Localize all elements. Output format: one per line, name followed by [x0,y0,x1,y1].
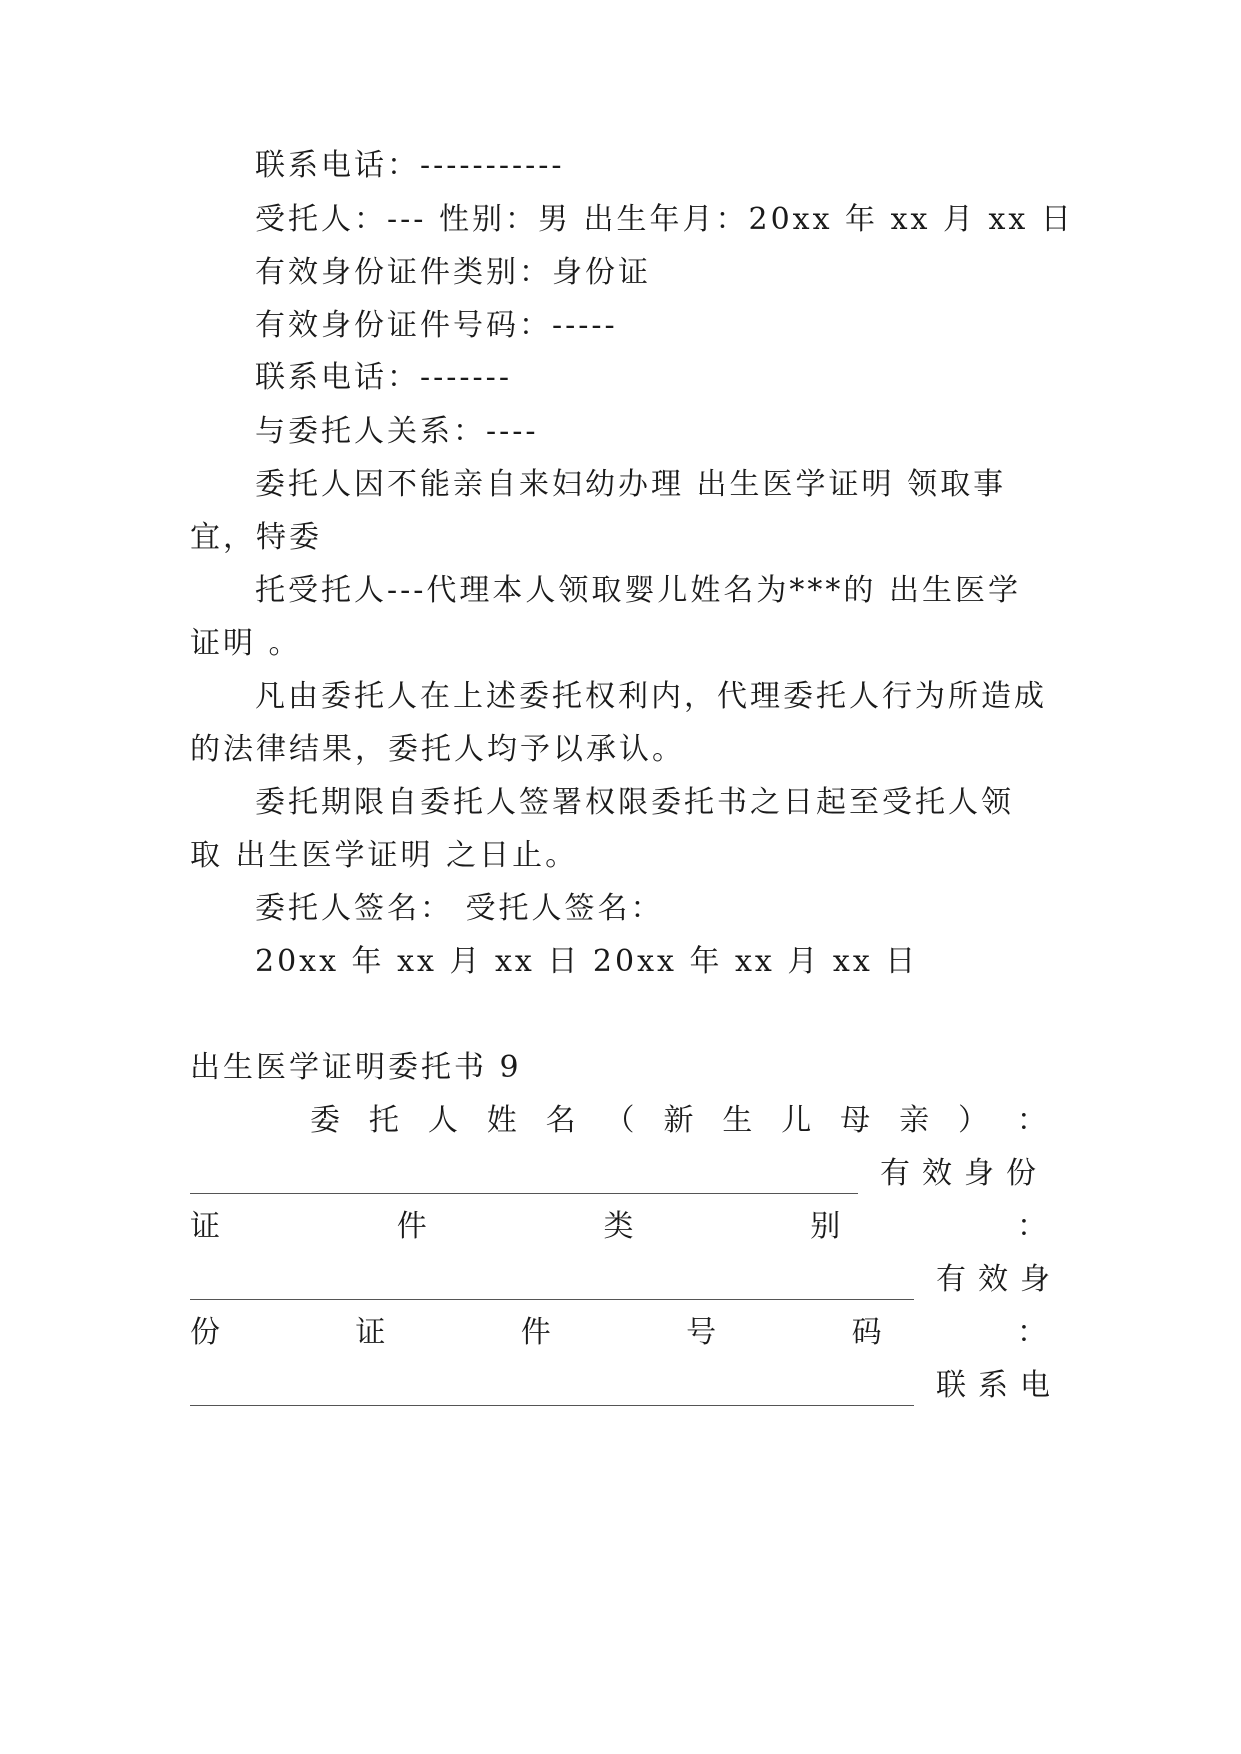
form-char: 份 [190,1315,223,1350]
trustee-id-type: 有效身份证件类别：身份证 [255,255,651,290]
paragraph-line: 托受托人---代理本人领取婴儿姓名为***的 出生医学 [255,573,1021,608]
paragraph-line: 凡由委托人在上述委托权利内，代理委托人行为所造成 [255,679,1047,714]
form-char: 姓 [486,1103,520,1138]
form-char: 亲 [899,1103,933,1138]
form-char: 件 [520,1315,554,1350]
form-char: 件 [396,1209,430,1244]
form-char: 证 [190,1209,223,1244]
paragraph-line: 宜，特委 [190,520,322,555]
form-char: 生 [722,1103,756,1138]
section-title: 出生医学证明委托书 9 [190,1050,522,1085]
form-char: 母 [840,1103,874,1138]
client-phone: 联系电话：----------- [255,148,565,183]
form-fill-line [190,1366,1062,1406]
form-char: 证 [355,1315,389,1350]
form-fill-line [190,1154,1050,1194]
trustee-info: 受托人：--- 性别：男 出生年月：20xx 年 xx 月 xx 日 [255,202,1074,237]
signature-dates: 20xx 年 xx 月 xx 日 20xx 年 xx 月 xx 日 [255,944,919,979]
form-char: 委 [310,1103,343,1138]
form-char: ： [1016,1315,1050,1350]
paragraph-line: 证明 。 [190,626,302,661]
form-char: 码 [851,1315,885,1350]
form-char: 别 [810,1209,844,1244]
form-tail-text: 联系电 [936,1368,1062,1403]
trustee-phone: 联系电话：------- [255,360,512,395]
paragraph-line: 委托人因不能亲自来妇幼办理 出生医学证明 领取事 [255,467,1007,502]
signature-labels: 委托人签名： 受托人签名： [255,891,664,926]
blank-underline [190,1167,858,1194]
form-char: ） [957,1103,991,1138]
form-char: 类 [603,1209,637,1244]
paragraph-line: 取 出生医学证明 之日止。 [190,838,579,873]
blank-underline [190,1273,914,1300]
blank-underline [190,1379,914,1406]
form-row-id-type [190,1207,1050,1247]
form-char: （ [604,1103,638,1138]
relationship: 与委托人关系：---- [255,414,539,449]
form-char: 托 [368,1103,402,1138]
form-row-client-name [310,1101,1050,1141]
form-char: ： [1016,1103,1050,1138]
paragraph-line: 的法律结果，委托人均予以承认。 [190,732,685,767]
form-char: 儿 [781,1103,815,1138]
form-char: 名 [545,1103,579,1138]
form-char: 新 [663,1103,697,1138]
paragraph-line: 委托期限自委托人签署权限委托书之日起至受托人领 [255,785,1014,820]
form-fill-line [190,1260,1062,1300]
form-char: ： [1017,1209,1050,1244]
form-tail-text: 有效身份 [880,1156,1048,1191]
form-char: 人 [427,1103,461,1138]
form-char: 号 [686,1315,720,1350]
trustee-id-number: 有效身份证件号码：----- [255,308,618,343]
form-tail-text: 有效身 [936,1262,1062,1297]
form-row-id-number [190,1313,1050,1353]
